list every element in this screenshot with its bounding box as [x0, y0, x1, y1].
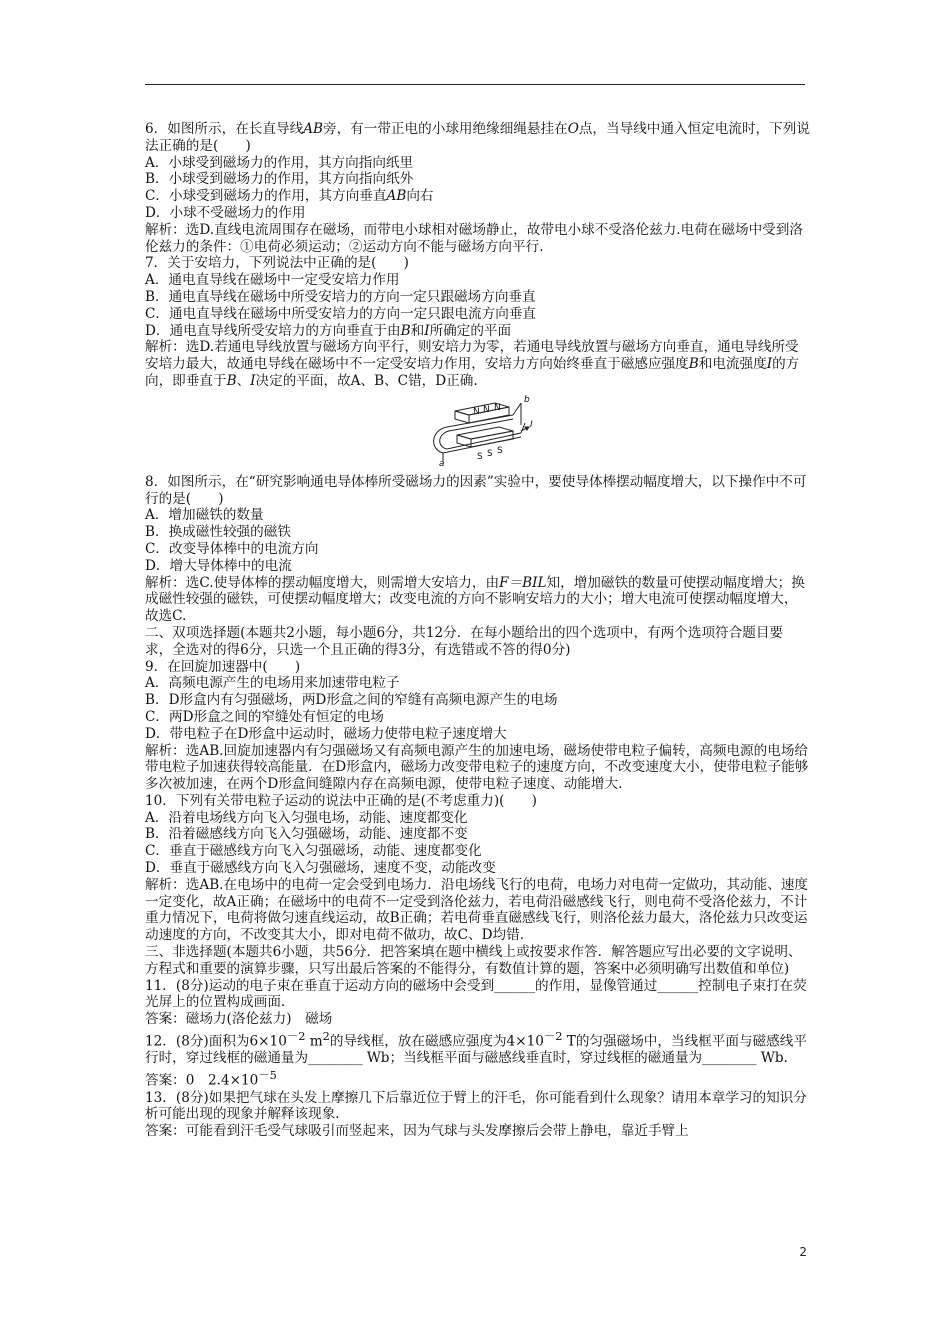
q7-stem: 7．关于安培力，下列说法中正确的是( )	[145, 255, 409, 272]
q8-option-a: A．增加磁铁的数量	[145, 507, 264, 524]
q10-option-d: D．垂直于磁感线方向飞入匀强磁场，速度不变，动能改变	[145, 860, 496, 877]
q8-option-b: B．换成磁性较强的磁铁	[145, 524, 291, 541]
q12-stem: 12．(8分)面积为$6\times 10^{-2}$ $m^2$的导线框，放在磁感应强度为$4\times 10^{-2}$ T的匀强磁场中，当线框平面与磁感线平行时，穿过线框的磁通量为________ Wb；当线框平面与磁感线垂直时，穿过线框的磁通量为________ Wb.	[145, 1029, 807, 1067]
label-s2: S	[486, 448, 493, 459]
q12-answer: 答案：0 $2.4\times 10^{-5}$	[145, 1068, 277, 1089]
section-3-heading: 三、非选择题(本题共6小题，共56分．把答案填在题中横线上或按要求作答．解答题应写出必要的文字说明、方程式和重要的演算步骤，只写出最后答案的不能得分，有数值计算的题，答案中必须明确写出数值和单位)	[145, 944, 802, 977]
q8-option-d: D．增大导体棒中的电流	[145, 557, 292, 574]
magnet-conductor-diagram	[417, 393, 539, 467]
q8-stem: 8．如图所示，在“研究影响通电导体棒所受磁场力的因素”实验中，要使导体棒摆动幅度增大，以下操作中不可行的是( )	[145, 473, 807, 507]
q7-option-c: C．通电直导线在磁场中所受安培力的方向一定只跟电流方向垂直	[145, 305, 537, 322]
q9-stem: 9．在回旋加速器中( )	[145, 658, 301, 675]
q7-option-d: D．通电直导线所受安培力的方向垂直于由B和I所确定的平面	[145, 322, 512, 339]
q13-answer: 答案：可能看到汗毛受气球吸引而竖起来，因为气球与头发摩擦后会带上静电，靠近手臂上	[145, 1123, 689, 1140]
section-2-heading: 二、双项选择题(本题共2小题，每小题6分，共12分．在每小题给出的四个选项中，有两个选项符合题目要求，全选对的得6分，只选一个且正确的得3分，有选错或不答的得0分)	[145, 624, 784, 658]
magnet-figure	[145, 393, 810, 467]
q9-option-d: D．带电粒子在D形盒中运动时，磁场力使带电粒子速度增大	[145, 725, 507, 742]
q10-option-b: B．沿着磁感线方向飞入匀强磁场，动能、速度都不变	[145, 826, 468, 843]
q8-option-c: C．改变导体棒中的电流方向	[145, 540, 319, 557]
label-current: I	[529, 419, 533, 430]
label-s1: S	[476, 451, 483, 462]
page-number: 2	[799, 1245, 807, 1259]
q7-option-a: A．通电直导线在磁场中一定受安培力作用	[145, 272, 400, 289]
q6-option-c: C．小球受到磁场力的作用，其方向垂直AB向右	[145, 188, 434, 205]
q7-option-b: B．通电直导线在磁场中所受安培力的方向一定只跟磁场方向垂直	[145, 288, 536, 305]
label-n1: N	[472, 406, 480, 417]
q6-option-b: B．小球受到磁场力的作用，其方向指向纸外	[145, 171, 414, 188]
q6-stem: 6．如图所示，在长直导线AB旁，有一带正电的小球用绝缘细绳悬挂在O点，当导线中通入恒定电流时，下列说法正确的是( )	[145, 121, 810, 154]
q7-answer: 解析：选D.若通电导线放置与磁场方向平行，则安培力为零，若通电导线放置与磁场方向垂直，通电导线所受安培力最大，故通电导线在磁场中不一定受安培力作用，安培力方向始终垂直于磁感应强度B和电流强度I的方向，即垂直于B、I决定的平面，故A、B、C错，D正确.	[145, 339, 800, 389]
page-content	[145, 121, 810, 1140]
q6-answer: 解析：选D.直线电流周围存在磁场，而带电小球相对磁场静止，故带电小球不受洛伦兹力.电荷在磁场中受到洛伦兹力的条件：①电荷必须运动；②运动方向不能与磁场方向平行.	[145, 221, 803, 255]
q6-option-d: D．小球不受磁场力的作用	[145, 204, 306, 221]
q6-option-a: A．小球受到磁场力的作用，其方向指向纸里	[145, 154, 414, 171]
q9-option-c: C．两D形盒之间的窄缝处有恒定的电场	[145, 708, 384, 725]
q13-stem: 13．(8分)如果把气球在头发上摩擦几下后靠近位于臂上的汗毛，你可能看到什么现象？请用本章学习的知识分析可能出现的现象并解释该现象.	[145, 1089, 807, 1123]
q10-option-c: C．垂直于磁感线方向飞入匀强磁场，动能、速度都变化	[145, 843, 482, 860]
header-rule	[145, 84, 805, 85]
q9-answer: 解析：选AB.回旋加速器内有匀强磁场又有高频电源产生的加速电场，磁场使带电粒子偏转，高频电源的电场给带电粒子加速获得较高能量．在D形盒内，磁场力改变带电粒子的速度方向，不改变速度大小，使带电粒子能够多次被加速，在两个D形盒间缝隙内存在高频电源，使带电粒子速度、动能增大.	[145, 742, 809, 793]
label-n3: N	[493, 402, 501, 413]
label-n2: N	[482, 404, 490, 415]
label-b: b	[523, 394, 530, 405]
q10-option-a: A．沿着电场线方向飞入匀强电场，动能、速度都变化	[145, 809, 468, 826]
q11-stem: 11．(8分)运动的电子束在垂直于运动方向的磁场中会受到______的作用，显像管通过______控制电子束打在荧光屏上的位置构成画面.	[145, 977, 807, 1011]
q10-stem: 10．下列有关带电粒子运动的说法中正确的是(不考虑重力)( )	[145, 792, 537, 809]
label-s3: S	[496, 445, 503, 456]
label-a: a	[438, 458, 445, 467]
q8-answer: 解析：选C.使导体棒的摆动幅度增大，则需增大安培力，由F＝BIL知，增加磁铁的数量可使摆动幅度增大；换成磁性较强的磁铁，可使摆动幅度增大；改变电流的方向不影响安培力的大小；增大电流可使摆动幅度增大，故选C.	[145, 574, 805, 625]
q11-answer: 答案：磁场力(洛伦兹力) 磁场	[145, 1011, 333, 1028]
q9-option-b: B．D形盒内有匀强磁场，两D形盒之间的窄缝有高频电源产生的电场	[145, 692, 558, 709]
q9-option-a: A．高频电源产生的电场用来加速带电粒子	[145, 675, 400, 692]
q10-answer: 解析：选AB.在电场中的电荷一定会受到电场力．沿电场线飞行的电荷，电场力对电荷一定做功，其动能、速度一定变化，故A正确；在磁场中的电荷不一定受到洛伦兹力，若电荷沿磁感线飞行，则电荷不受洛伦兹力，不计重力情况下，电荷将做匀速直线运动，故B正确；若电荷垂直磁感线飞行，则洛伦兹力最大，洛伦兹力只改变运动速度的方向，不改变其大小，即对电荷不做功，故C、D均错.	[145, 876, 809, 944]
